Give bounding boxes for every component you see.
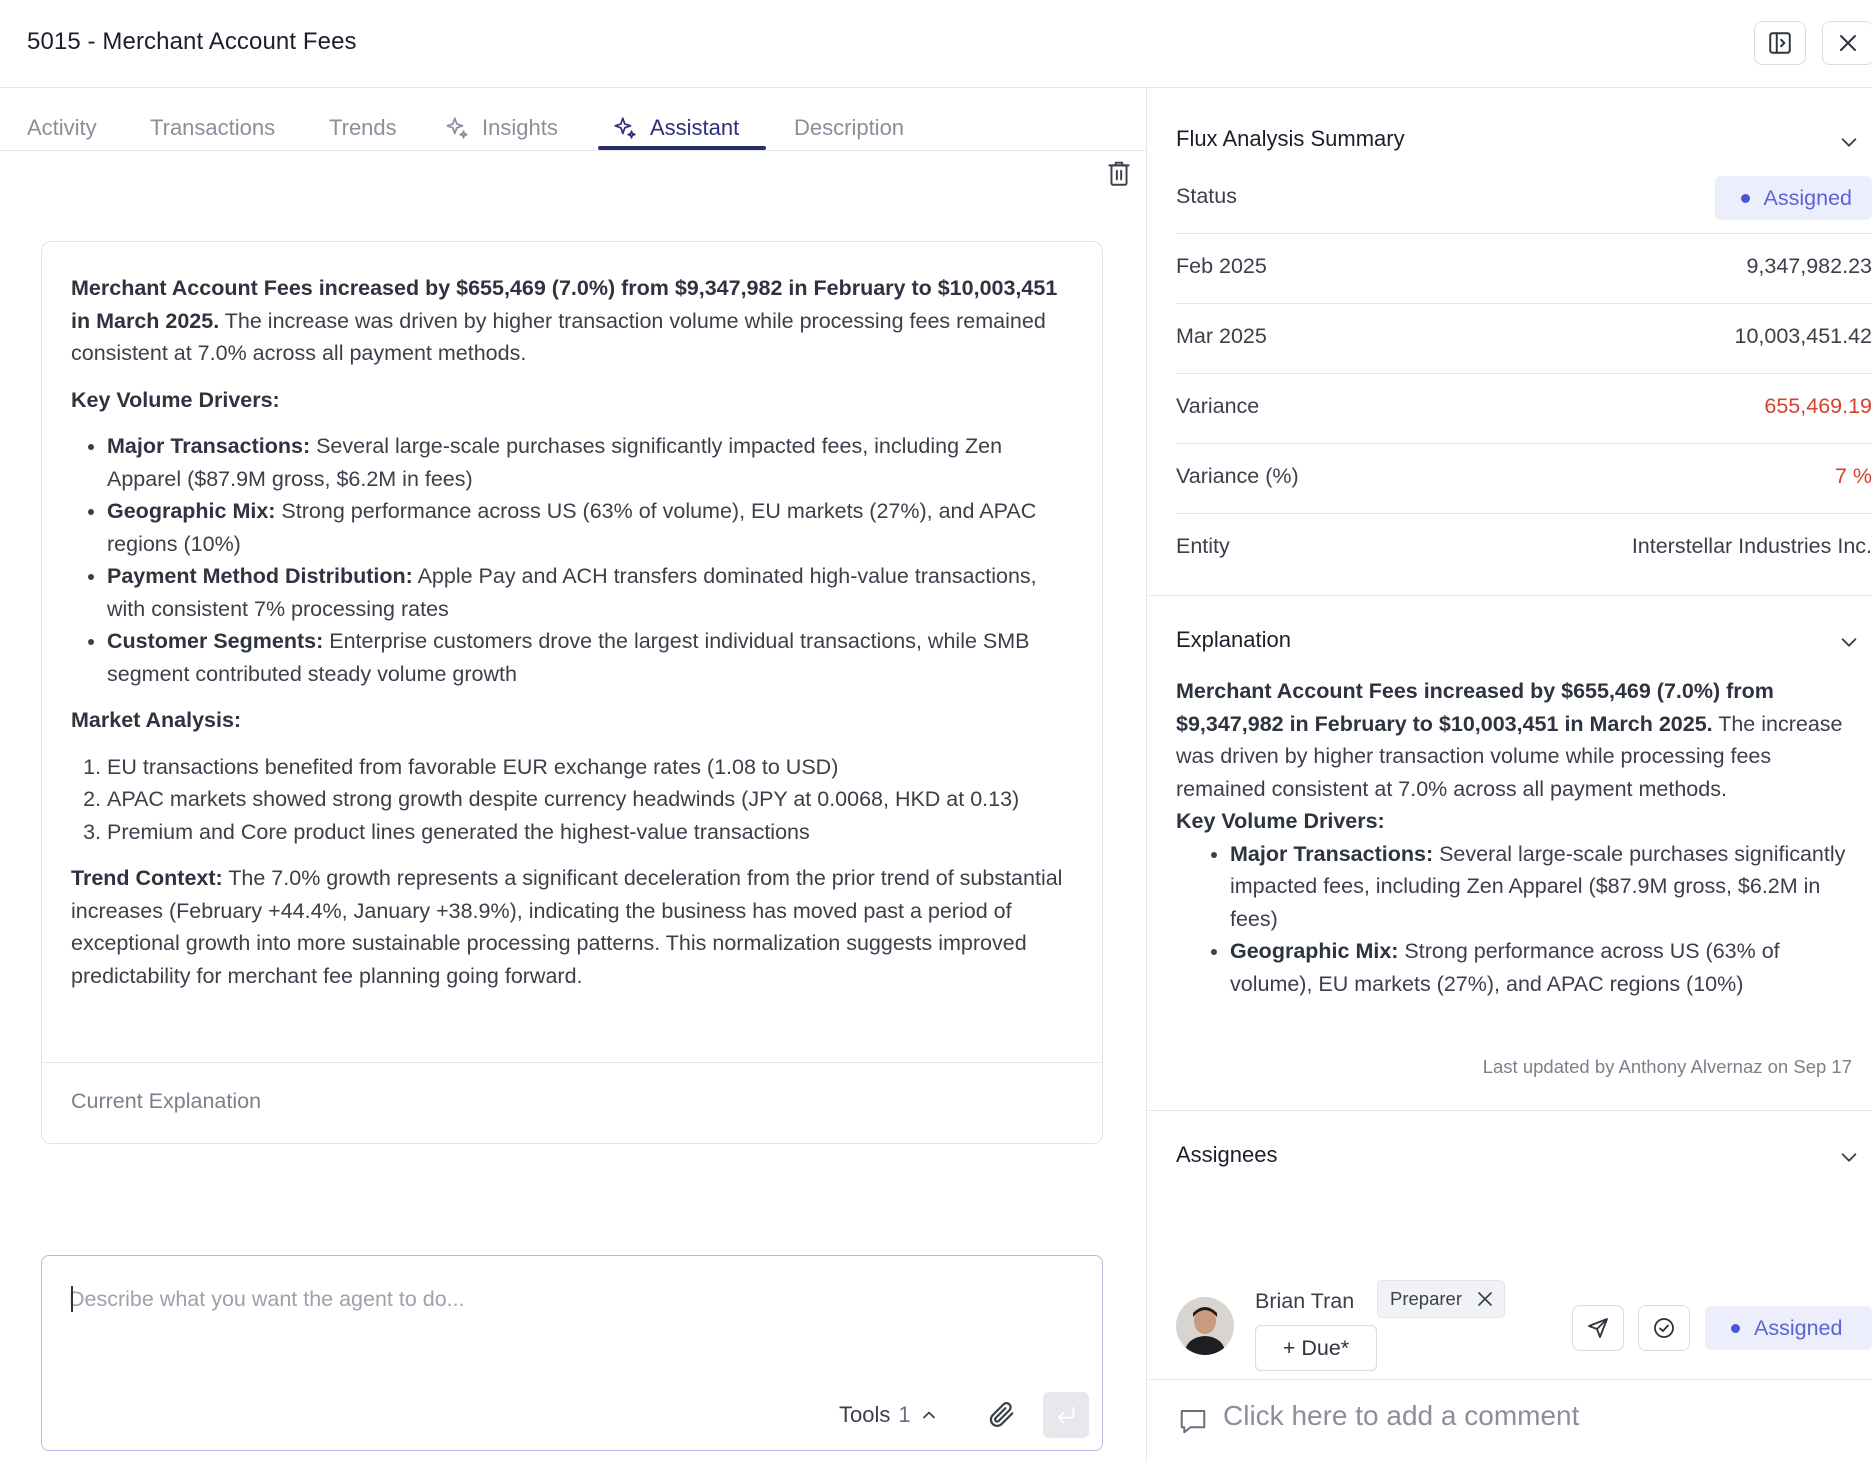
list-item: 3. Premium and Core product lines generated the highest-value transactions [107,816,1071,849]
chevron-down-icon[interactable] [1838,131,1860,153]
comment-input[interactable] [1148,1379,1872,1462]
right-panel [1148,88,1872,1462]
intro-text: The increase was driven by higher transaction volume while processing fees remained consistent at 7.0% across all payment methods. [71,308,1046,365]
status-label: Status [1176,184,1237,208]
close-icon [1836,31,1860,55]
drivers-heading: Key Volume Drivers: [71,387,280,412]
tab-trends[interactable] [329,108,397,148]
assignees-title: Assignees [1176,1142,1278,1167]
summary-row: Mar 2025 10,003,451.42 [1176,304,1872,374]
last-updated-text: Last updated by Anthony Alvernaz on Sep 17 [1482,1056,1852,1077]
list-item: • Geographic Mix: Strong performance across US (63% of volume), EU markets (27%), and APAC regions (10%) [107,495,1071,560]
list-item: • Major Transactions: Several large-scale purchases significantly impacted fees, including Zen Apparel ($87.9M gross, $6.2M in fees) [1230,838,1856,936]
status-badge [1705,1306,1872,1350]
explanation-body: Merchant Account Fees increased by $655,469 (7.0%) from $9,347,982 in February to $10,003,451 in March 2025. The increase was driven by higher transaction volume while processing fees remained consistent at 7.0% across all payment methods. Key Volume Drivers: • Major Transactions: Several large-scale purchases significantly impacted fees, including Zen Apparel ($87.9M gross, $6.2M in fees) • Geographic Mix: Strong performance across US (63% of volume), EU markets (27%), and APAC regions (10%) [1176,675,1856,1000]
tab-label: Trends [329,115,397,140]
summary-row: Feb 2025 9,347,982.23 [1176,234,1872,304]
status-text: Assigned [1754,1315,1843,1340]
text-caret [71,1286,73,1312]
trash-icon[interactable] [1106,160,1132,188]
role-tag [1377,1280,1505,1318]
tab-label: Transactions [150,115,276,140]
summary-title: Flux Analysis Summary [1176,126,1405,151]
list-item: 2. APAC markets showed strong growth despite currency headwinds (JPY at 0.0068, HKD at 0.13) [107,783,1071,816]
enter-icon [1055,1404,1077,1426]
left-panel [0,88,1147,1462]
chevron-up-icon [919,1405,939,1425]
check-circle-icon [1652,1316,1676,1340]
list-item: • Customer Segments: Enterprise customers drove the largest individual transactions, while SMB segment contributed steady volume growth [107,625,1071,690]
agent-composer [41,1255,1103,1451]
summary-row: Entity Interstellar Industries Inc. [1176,534,1872,558]
tab-activity[interactable] [27,108,97,148]
summary-row-status [1176,164,1872,234]
intro-bold: Merchant Account Fees increased by $655,469 (7.0%) from $9,347,982 in February to $10,003,451 in March 2025. [71,276,1058,333]
send-button[interactable] [1043,1392,1089,1438]
page-title: 5015 - Merchant Account Fees [27,28,357,55]
explanation-title: Explanation [1176,627,1291,652]
list-item: • Geographic Mix: Strong performance across US (63% of volume), EU markets (27%), and APAC regions (10%) [1230,935,1856,1000]
section-divider [1148,595,1872,596]
tools-label: Tools [839,1402,891,1427]
summary-row: Variance (%) 7 % [1176,444,1872,514]
card-footer[interactable] [42,1062,1102,1143]
list-item: • Payment Method Distribution: Apple Pay and ACH transfers dominated high-value transactions, with consistent 7% processing rates [107,560,1071,625]
avatar [1176,1297,1234,1355]
close-button[interactable] [1822,21,1872,65]
status-badge [1715,176,1872,220]
close-icon[interactable] [1476,1290,1494,1308]
sparkle-icon [612,115,638,141]
current-explanation-label: Current Explanation [71,1089,262,1113]
comment-icon [1178,1406,1208,1436]
summary-row: Variance 655,469.19 [1176,374,1872,444]
tab-insights[interactable] [444,108,558,148]
role-label: Preparer [1390,1288,1462,1309]
send-icon [1586,1316,1610,1340]
agent-prompt-input[interactable] [69,1282,1069,1316]
tab-label: Assistant [650,115,740,140]
list-item: 1. EU transactions benefited from favorable EUR exchange rates (1.08 to USD) [107,751,1071,784]
response-intro [71,272,1071,370]
drivers-list [1176,838,1856,1001]
tab-description[interactable] [794,108,904,148]
add-due-button[interactable]: + Due* [1255,1325,1377,1371]
chevron-down-icon[interactable] [1838,1146,1860,1168]
active-tab-indicator [598,146,766,150]
assignee-list [1148,1188,1872,1379]
chevron-down-icon[interactable] [1838,631,1860,653]
sidebar-panel-icon [1767,30,1793,56]
mark-complete-button[interactable] [1638,1305,1690,1351]
market-heading: Market Analysis: [71,708,242,732]
send-reminder-button[interactable] [1572,1305,1624,1351]
header [0,0,1872,88]
status-dot [1741,194,1750,203]
tab-label: Insights [482,115,558,140]
tools-toggle-button[interactable] [839,1402,939,1428]
sparkle-icon [444,115,470,141]
tab-label: Description [794,115,905,140]
comment-placeholder: Click here to add a comment [1223,1400,1580,1431]
paperclip-icon[interactable] [986,1399,1016,1429]
assistant-response-card [41,241,1103,1144]
assistant-response-body [71,272,1071,992]
status-text: Assigned [1763,185,1852,210]
market-list [71,751,1071,849]
section-divider [1148,1110,1872,1111]
assignee-name: Brian Tran [1255,1289,1355,1313]
trend-context: Trend Context: The 7.0% growth represents a significant deceleration from the prior trend of substantial increases (February +44.4%, January +38.9%), indicating the business has moved past a period of exceptional growth into more sustainable processing patterns. This normalization suggests improved predictability for merchant fee planning going forward. [71,866,1063,988]
list-item: • Major Transactions: Several large-scale purchases significantly impacted fees, including Zen Apparel ($87.9M gross, $6.2M in fees) [107,430,1071,495]
drivers-list [71,430,1071,690]
status-dot [1731,1324,1740,1333]
tab-transactions[interactable] [150,108,275,148]
tab-bar [0,88,1147,151]
tools-count: 1 [898,1402,911,1427]
tab-assistant[interactable] [612,108,739,148]
toggle-panel-button[interactable] [1754,21,1806,65]
tab-label: Activity [27,115,97,140]
